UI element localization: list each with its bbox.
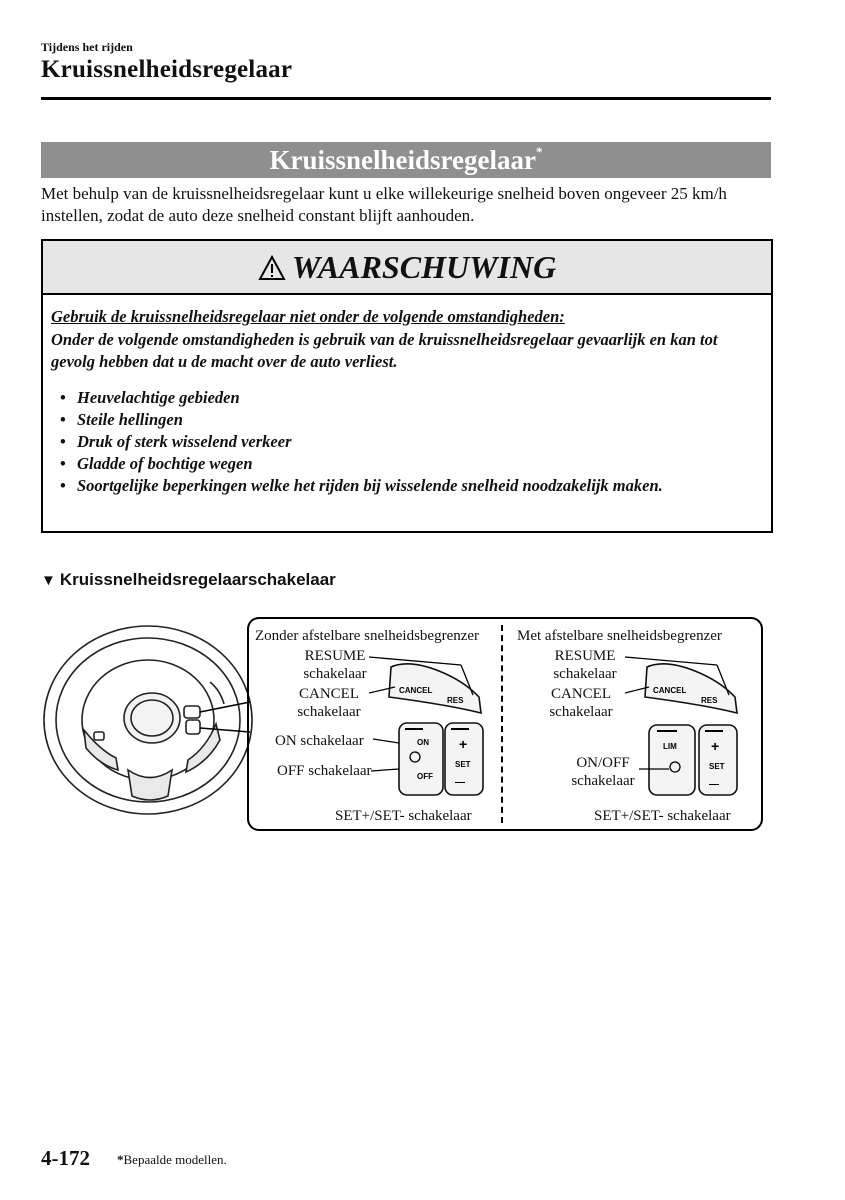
res-button-text: RES <box>447 696 464 705</box>
page-number: 4-172 <box>41 1146 90 1170</box>
warning-body: Onder de volgende omstandigheden is gebruik van de kruissnelheidsregelaar gevaarlijk en kan tot gevolg hebben dat u de macht over de auto verliest. <box>51 330 718 371</box>
resume-label: RESUME <box>304 648 366 664</box>
right-switch-drawing <box>625 645 755 805</box>
on-switch-label: ON schakelaar <box>275 733 364 749</box>
section-asterisk: * <box>536 144 543 159</box>
cancel-label: CANCEL <box>299 686 359 702</box>
section-title-band <box>41 142 771 178</box>
set-switch-label: SET+/SET- schakelaar <box>594 808 731 824</box>
right-caption: Met afstelbare snelheidsbegrenzer <box>517 628 722 644</box>
warning-triangle-icon <box>258 255 286 281</box>
resume-label-2: schakelaar <box>553 666 617 682</box>
off-switch-label: OFF schakelaar <box>277 763 372 779</box>
page-title: Kruissnelheidsregelaar <box>41 56 293 83</box>
onoff-switch-label: ON/OFF <box>576 755 630 771</box>
triangle-down-icon: ▼ <box>41 572 56 589</box>
warning-title-text: WAARSCHUWING <box>291 249 557 285</box>
warning-title <box>43 249 771 286</box>
footnote: *Bepaalde modellen. <box>117 1152 227 1167</box>
cancel-label-2: schakelaar <box>297 704 361 720</box>
subsection-heading: ▼ Kruissnelheidsregelaarschakelaar <box>41 570 336 589</box>
panel-divider <box>501 625 503 823</box>
list-item: • Druk of sterk wisselend verkeer <box>60 432 292 451</box>
warning-box <box>41 239 773 533</box>
left-switch-drawing <box>369 645 494 805</box>
section-title: Kruissnelheidsregelaar <box>269 145 536 175</box>
list-item: • Heuvelachtige gebieden <box>60 388 240 407</box>
on-button-text: ON <box>417 738 429 747</box>
onoff-switch-label-2: schakelaar <box>571 773 635 789</box>
left-caption: Zonder afstelbare snelheidsbegrenzer <box>255 628 480 644</box>
minus-button-text: — <box>709 779 719 790</box>
set-switch-label: SET+/SET- schakelaar <box>335 808 472 824</box>
set-button-text: SET <box>455 760 471 769</box>
warning-header <box>43 241 771 295</box>
intro-paragraph: Met behulp van de kruissnelheidsregelaar kunt u elke willekeurige snelheid boven ongeveer 25 km/h instellen, zodat de auto deze snelheid constant blijft aanhouden. <box>41 184 727 225</box>
resume-label-2: schakelaar <box>303 666 367 682</box>
list-item: • Gladde of bochtige wegen <box>60 454 253 473</box>
cancel-button-text: CANCEL <box>399 686 433 695</box>
cancel-label-2: schakelaar <box>549 704 613 720</box>
set-button-text: SET <box>709 762 725 771</box>
plus-button-text: + <box>459 736 468 752</box>
lim-button-text: LIM <box>663 742 677 751</box>
cancel-label: CANCEL <box>551 686 611 702</box>
list-item: • Steile hellingen <box>60 410 183 429</box>
plus-button-text: + <box>711 738 720 754</box>
running-head: Tijdens het rijden <box>41 40 133 54</box>
minus-button-text: — <box>455 777 465 788</box>
list-item: • Soortgelijke beperkingen welke het rijden bij wisselende snelheid noodzakelijk maken. <box>60 476 663 495</box>
off-button-text: OFF <box>417 772 433 781</box>
steering-wheel-illustration <box>40 620 255 825</box>
header-rule <box>41 97 771 100</box>
warning-lead: Gebruik de kruissnelheidsregelaar niet onder de volgende omstandigheden: <box>51 307 565 326</box>
switch-diagram-panel <box>247 617 763 831</box>
warning-list <box>51 387 763 497</box>
resume-label: RESUME <box>554 648 616 664</box>
res-button-text: RES <box>701 696 718 705</box>
cancel-button-text: CANCEL <box>653 686 687 695</box>
